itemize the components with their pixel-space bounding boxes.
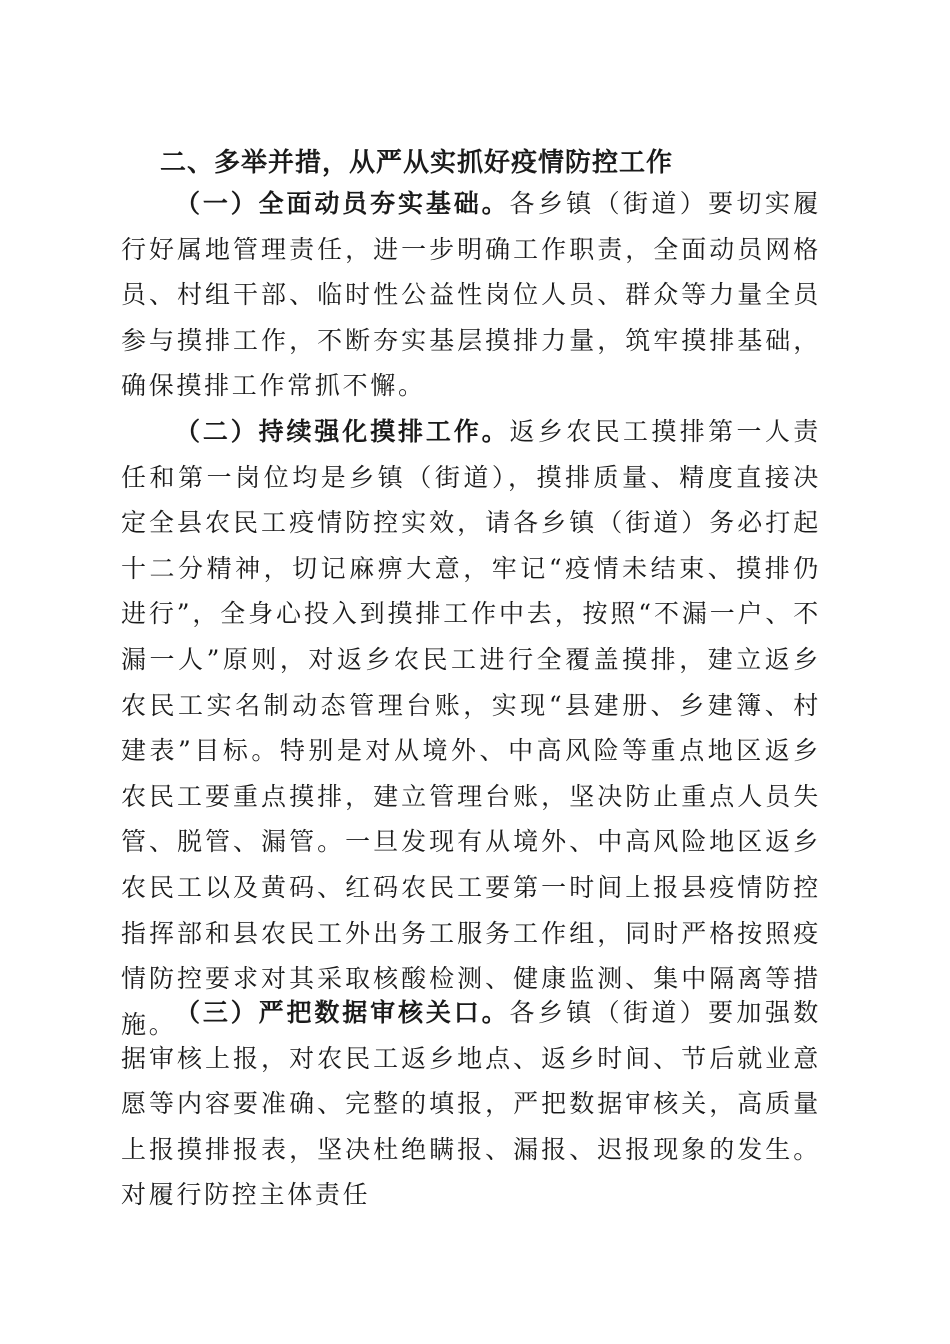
paragraph-1-lead: （一）全面动员夯实基础。 (175, 189, 510, 218)
paragraph-2-body: 返乡农民工摸排第一人责任和第一岗位均是乡镇（街道），摸排质量、精度直接决定全县农民工疫情防控实效，请各乡镇（街道）务必打起十二分精神，切记麻痹大意，牢记“疫情未结束、摸排仍进行”，全身心投入到摸排工作中去，按照“不漏一户、不漏一人”原则，对返乡农民工进行全覆盖摸排，建立返乡农民工实名制动态管理台账，实现“县建册、乡建簿、村建表”目标。特别是对从境外、中高风险等重点地区返乡农民工要重点摸排，建立管理台账，坚决防止重点人员失管、脱管、漏管。一旦发现有从境外、中高风险地区返乡农民工以及黄码、红码农民工要第一时间上报县疫情防控指挥部和县农民工外出务工服务工作组，同时严格按照疫情防控要求对其采取核酸检测、健康监测、集中隔离等措施。 (121, 417, 822, 1039)
paragraph-1-body: 各乡镇（街道）要切实履行好属地管理责任，进一步明确工作职责，全面动员网格员、村组干部、临时性公益性岗位人员、群众等力量全员参与摸排工作，不断夯实基层摸排力量，筑牢摸排基础，确保摸排工作常抓不懈。 (121, 189, 822, 401)
paragraph-3-body: 各乡镇（街道）要加强数据审核上报，对农民工返乡地点、返乡时间、节后就业意愿等内容要准确、完整的填报，严把数据审核关，高质量上报摸排报表，坚决杜绝瞒报、漏报、迟报现象的发生。对履行防控主体责任 (121, 998, 822, 1210)
paragraph-3 (121, 990, 821, 1218)
paragraph-3-lead: （三）严把数据审核关口。 (175, 998, 510, 1027)
paragraph-1 (121, 181, 821, 409)
paragraph-2 (121, 409, 821, 1047)
paragraph-2-lead: （二）持续强化摸排工作。 (175, 417, 510, 446)
section-heading: 二、多举并措，从严从实抓好疫情防控工作 (160, 148, 674, 178)
